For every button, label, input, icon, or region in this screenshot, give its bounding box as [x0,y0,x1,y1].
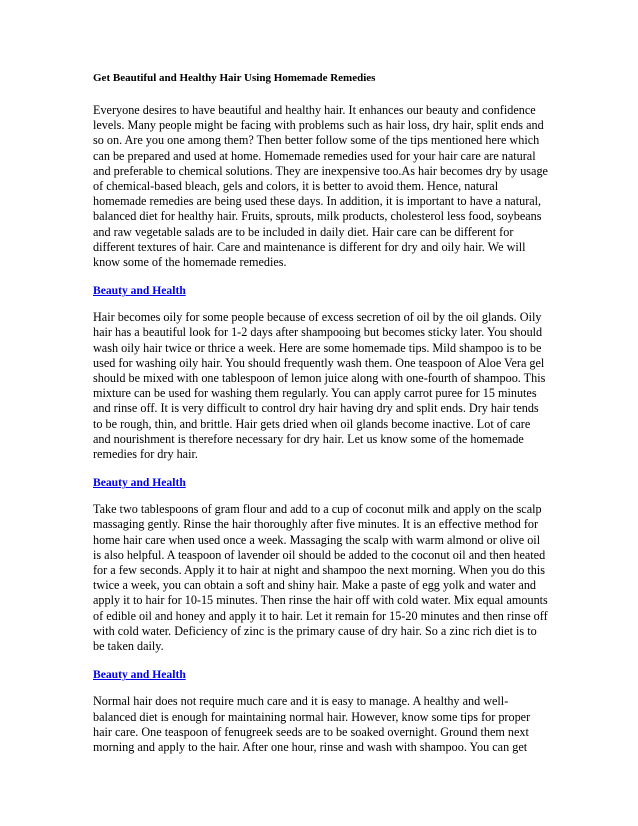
paragraph-normal-hair: Normal hair does not require much care and it is easy to manage. A healthy and well-balanced diet is enough for maintaining normal hair. However, know some tips for proper hair care. One teaspoon of fenugreek seeds are to be soaked overnight. Ground them next morning and apply to the hair. After one hour, rinse and wash with shampoo. You can get [93,694,531,754]
paragraph-intro: Everyone desires to have beautiful and healthy hair. It enhances our beauty and confidence levels. Many people might be facing with problems such as hair loss, dry hair, split ends and so on. Are you one among them? Then better follow some of the tips mentioned here which can be prepared and used at home. Homemade remedies used for your hair care are natural and preferable to chemical solutions. They are inexpensive too.As hair becomes dry by usage of chemical-based bleach, gels and colors, it is better to avoid them. Hence, natural homemade remedies are being used these days. In addition, it is important to have a natural, balanced diet for healthy hair. Fruits, sprouts, milk products, cholesterol less food, soybeans and raw vegetable salads are to be included in daily diet. Hair care can be different for different textures of hair. Care and maintenance is different for dry and oily hair. We will know some of the homemade remedies. [93,103,548,270]
link-beauty-and-health-3[interactable]: Beauty and Health [93,668,186,682]
document-page [93,70,548,766]
link-beauty-and-health-2[interactable]: Beauty and Health [93,476,186,490]
document-title: Get Beautiful and Healthy Hair Using Homemade Remedies [93,72,376,84]
paragraph-oily-hair: Hair becomes oily for some people because of excess secretion of oil by the oil glands. Oily hair has a beautiful look for 1-2 days after shampooing but becomes sticky later. You should wash oily hair twice or thrice a week. Here are some homemade tips. Mild shampoo is to be used for washing oily hair. You should frequently wash them. One teaspoon of Aloe Vera gel should be mixed with one tablespoon of lemon juice along with one-fourth of shampoo. This mixture can be used for washing them regularly. You can apply carrot puree for 15 minutes and rinse off. It is very difficult to control dry hair having dry and split ends. Dry hair tends to be rough, thin, and brittle. Hair gets dried when oil glands become inactive. Lot of care and nourishment is therefore necessary for dry hair. Let us know some of the homemade remedies for dry hair. [93,310,546,462]
link-beauty-and-health-1[interactable]: Beauty and Health [93,284,186,298]
paragraph-dry-hair: Take two tablespoons of gram flour and add to a cup of coconut milk and apply on the scalp massaging gently. Rinse the hair thoroughly after five minutes. It is an effective method for home hair care when used once a week. Massaging the scalp with warm almond or olive oil is also helpful. A teaspoon of lavender oil should be added to the coconut oil and then heated for a few seconds. Apply it to hair at night and shampoo the next morning. When you do this twice a week, you can obtain a soft and shiny hair. Make a paste of egg yolk and water and apply it to hair for 10-15 minutes. Then rinse the hair off with cold water. Mix equal amounts of edible oil and honey and apply it to hair. Let it remain for 15-20 minutes and then rinse off with cold water. Deficiency of zinc is the primary cause of dry hair. So a zinc rich diet is to be taken daily. [93,502,548,654]
